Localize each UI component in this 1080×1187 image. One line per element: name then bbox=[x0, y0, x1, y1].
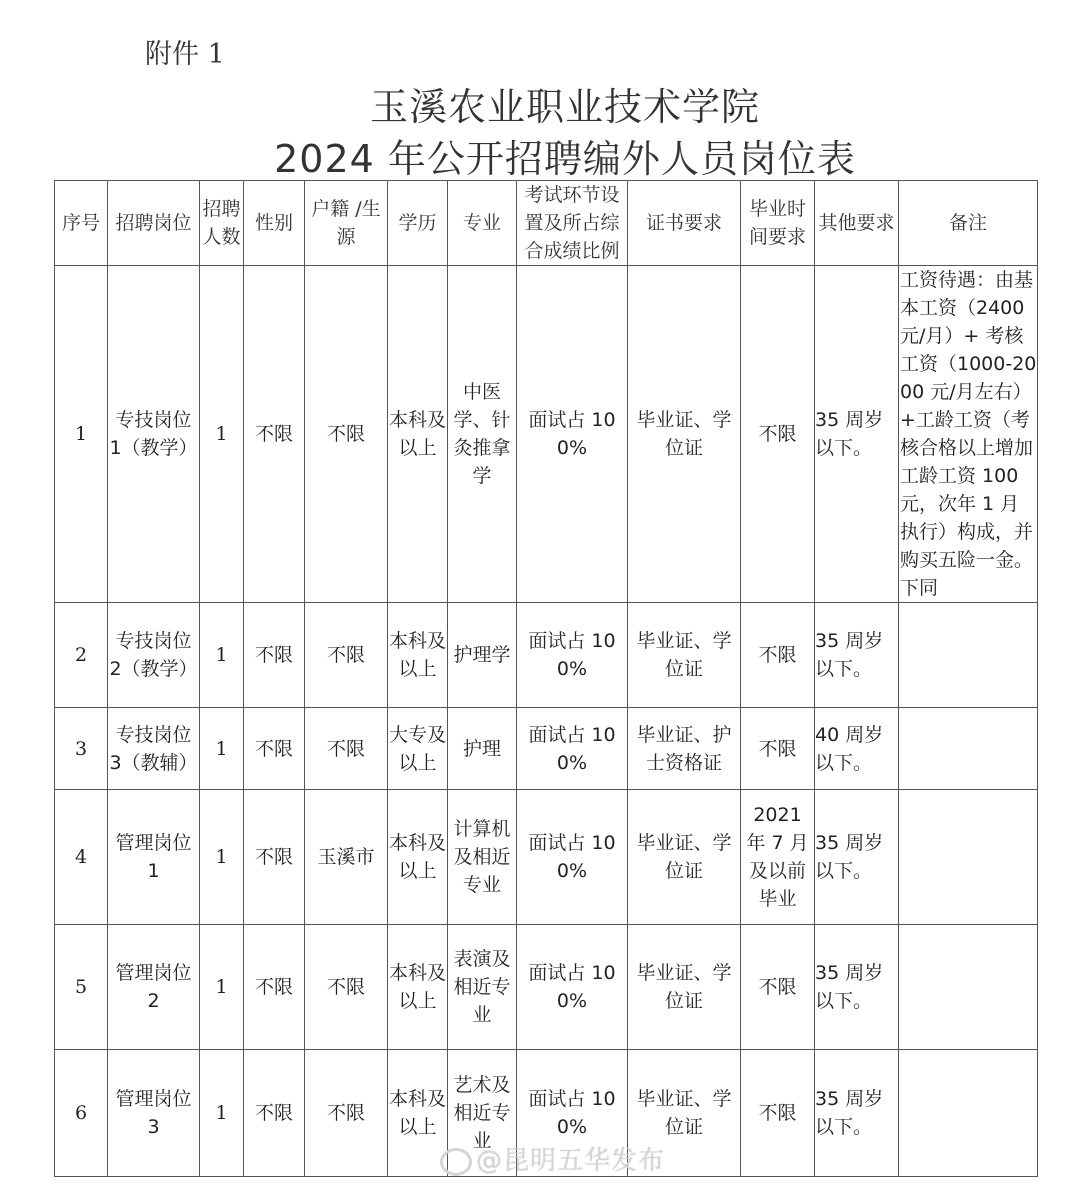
cell-certificate: 毕业证、学位证 bbox=[628, 1050, 741, 1177]
cell-count: 1 bbox=[200, 1050, 244, 1177]
cell-certificate: 毕业证、护士资格证 bbox=[628, 708, 741, 790]
cell-position: 管理岗位 2 bbox=[108, 925, 200, 1050]
cell-position: 管理岗位 1 bbox=[108, 790, 200, 925]
cell-gender: 不限 bbox=[244, 790, 305, 925]
cell-household: 不限 bbox=[305, 925, 388, 1050]
cell-certificate: 毕业证、学位证 bbox=[628, 266, 741, 603]
cell-seq: 3 bbox=[55, 708, 108, 790]
header-seq: 序号 bbox=[55, 181, 108, 266]
cell-major: 护理 bbox=[448, 708, 517, 790]
cell-remarks bbox=[899, 925, 1038, 1050]
cell-exam: 面试占 100% bbox=[517, 603, 628, 708]
cell-graduation: 不限 bbox=[741, 708, 815, 790]
table-row bbox=[55, 266, 1038, 603]
attachment-label: 附件 1 bbox=[145, 39, 225, 70]
cell-remarks bbox=[899, 790, 1038, 925]
watermark bbox=[440, 1140, 665, 1177]
document-subtitle: 2024 年公开招聘编外人员岗位表 bbox=[274, 137, 856, 181]
header-remarks: 备注 bbox=[899, 181, 1038, 266]
cell-education: 本科及以上 bbox=[388, 1050, 448, 1177]
cell-position: 管理岗位 3 bbox=[108, 1050, 200, 1177]
cell-major: 表演及相近专业 bbox=[448, 925, 517, 1050]
cell-education: 本科及以上 bbox=[388, 925, 448, 1050]
cell-major: 艺术及相近专业 bbox=[448, 1050, 517, 1177]
cell-household: 玉溪市 bbox=[305, 790, 388, 925]
document-title: 玉溪农业职业技术学院 bbox=[369, 85, 760, 129]
cell-gender: 不限 bbox=[244, 925, 305, 1050]
header-education: 学历 bbox=[388, 181, 448, 266]
cell-gender: 不限 bbox=[244, 708, 305, 790]
cell-remarks bbox=[899, 1050, 1038, 1177]
cell-certificate: 毕业证、学位证 bbox=[628, 790, 741, 925]
weibo-logo-icon bbox=[440, 1148, 472, 1176]
positions-table bbox=[54, 180, 1038, 1177]
cell-graduation: 2021 年 7 月及以前毕业 bbox=[741, 790, 815, 925]
header-graduation: 毕业时间要求 bbox=[741, 181, 815, 266]
cell-seq: 5 bbox=[55, 925, 108, 1050]
cell-household: 不限 bbox=[305, 1050, 388, 1177]
cell-count: 1 bbox=[200, 603, 244, 708]
cell-major: 中医学、针灸推拿学 bbox=[448, 266, 517, 603]
cell-exam: 面试占 100% bbox=[517, 790, 628, 925]
cell-position: 专技岗位 2（教学） bbox=[108, 603, 200, 708]
cell-remarks bbox=[899, 603, 1038, 708]
cell-graduation: 不限 bbox=[741, 603, 815, 708]
header-certificate: 证书要求 bbox=[628, 181, 741, 266]
cell-gender: 不限 bbox=[244, 1050, 305, 1177]
cell-household: 不限 bbox=[305, 708, 388, 790]
header-exam: 考试环节设置及所占综合成绩比例 bbox=[517, 181, 628, 266]
cell-graduation: 不限 bbox=[741, 1050, 815, 1177]
cell-certificate: 毕业证、学位证 bbox=[628, 925, 741, 1050]
cell-education: 本科及以上 bbox=[388, 790, 448, 925]
cell-other: 35 周岁以下。 bbox=[815, 266, 899, 603]
cell-gender: 不限 bbox=[244, 266, 305, 603]
header-major: 专业 bbox=[448, 181, 517, 266]
cell-other: 35 周岁以下。 bbox=[815, 790, 899, 925]
cell-certificate: 毕业证、学位证 bbox=[628, 603, 741, 708]
cell-exam: 面试占 100% bbox=[517, 1050, 628, 1177]
table-header-row bbox=[55, 181, 1038, 266]
cell-household: 不限 bbox=[305, 266, 388, 603]
cell-other: 35 周岁以下。 bbox=[815, 603, 899, 708]
header-gender: 性别 bbox=[244, 181, 305, 266]
cell-graduation: 不限 bbox=[741, 925, 815, 1050]
cell-exam: 面试占 100% bbox=[517, 925, 628, 1050]
cell-major: 计算机及相近专业 bbox=[448, 790, 517, 925]
cell-seq: 6 bbox=[55, 1050, 108, 1177]
cell-other: 35 周岁以下。 bbox=[815, 925, 899, 1050]
cell-gender: 不限 bbox=[244, 603, 305, 708]
cell-household: 不限 bbox=[305, 603, 388, 708]
cell-major: 护理学 bbox=[448, 603, 517, 708]
cell-seq: 1 bbox=[55, 266, 108, 603]
cell-education: 本科及以上 bbox=[388, 603, 448, 708]
cell-other: 35 周岁以下。 bbox=[815, 1050, 899, 1177]
cell-position: 专技岗位 1（教学） bbox=[108, 266, 200, 603]
cell-graduation: 不限 bbox=[741, 266, 815, 603]
header-other: 其他要求 bbox=[815, 181, 899, 266]
watermark-text: @昆明五华发布 bbox=[476, 1146, 666, 1176]
cell-exam: 面试占 100% bbox=[517, 266, 628, 603]
cell-seq: 2 bbox=[55, 603, 108, 708]
table-row bbox=[55, 790, 1038, 925]
table-row bbox=[55, 708, 1038, 790]
cell-count: 1 bbox=[200, 790, 244, 925]
cell-other: 40 周岁以下。 bbox=[815, 708, 899, 790]
table-row bbox=[55, 603, 1038, 708]
header-position: 招聘岗位 bbox=[108, 181, 200, 266]
cell-education: 本科及以上 bbox=[388, 266, 448, 603]
cell-count: 1 bbox=[200, 708, 244, 790]
cell-position: 专技岗位 3（教辅） bbox=[108, 708, 200, 790]
cell-remarks: 工资待遇：由基本工资（2400 元/月）+ 考核工资（1000-2000 元/月左右）+工龄工资（考核合格以上增加工龄工资 100 元，次年 1 月执行）构成，并购买五险一金。下同 bbox=[899, 266, 1038, 603]
table-row bbox=[55, 925, 1038, 1050]
cell-count: 1 bbox=[200, 925, 244, 1050]
cell-exam: 面试占 100% bbox=[517, 708, 628, 790]
cell-education: 大专及以上 bbox=[388, 708, 448, 790]
header-count: 招聘人数 bbox=[200, 181, 244, 266]
cell-count: 1 bbox=[200, 266, 244, 603]
cell-seq: 4 bbox=[55, 790, 108, 925]
header-household: 户籍 /生源 bbox=[305, 181, 388, 266]
cell-remarks bbox=[899, 708, 1038, 790]
